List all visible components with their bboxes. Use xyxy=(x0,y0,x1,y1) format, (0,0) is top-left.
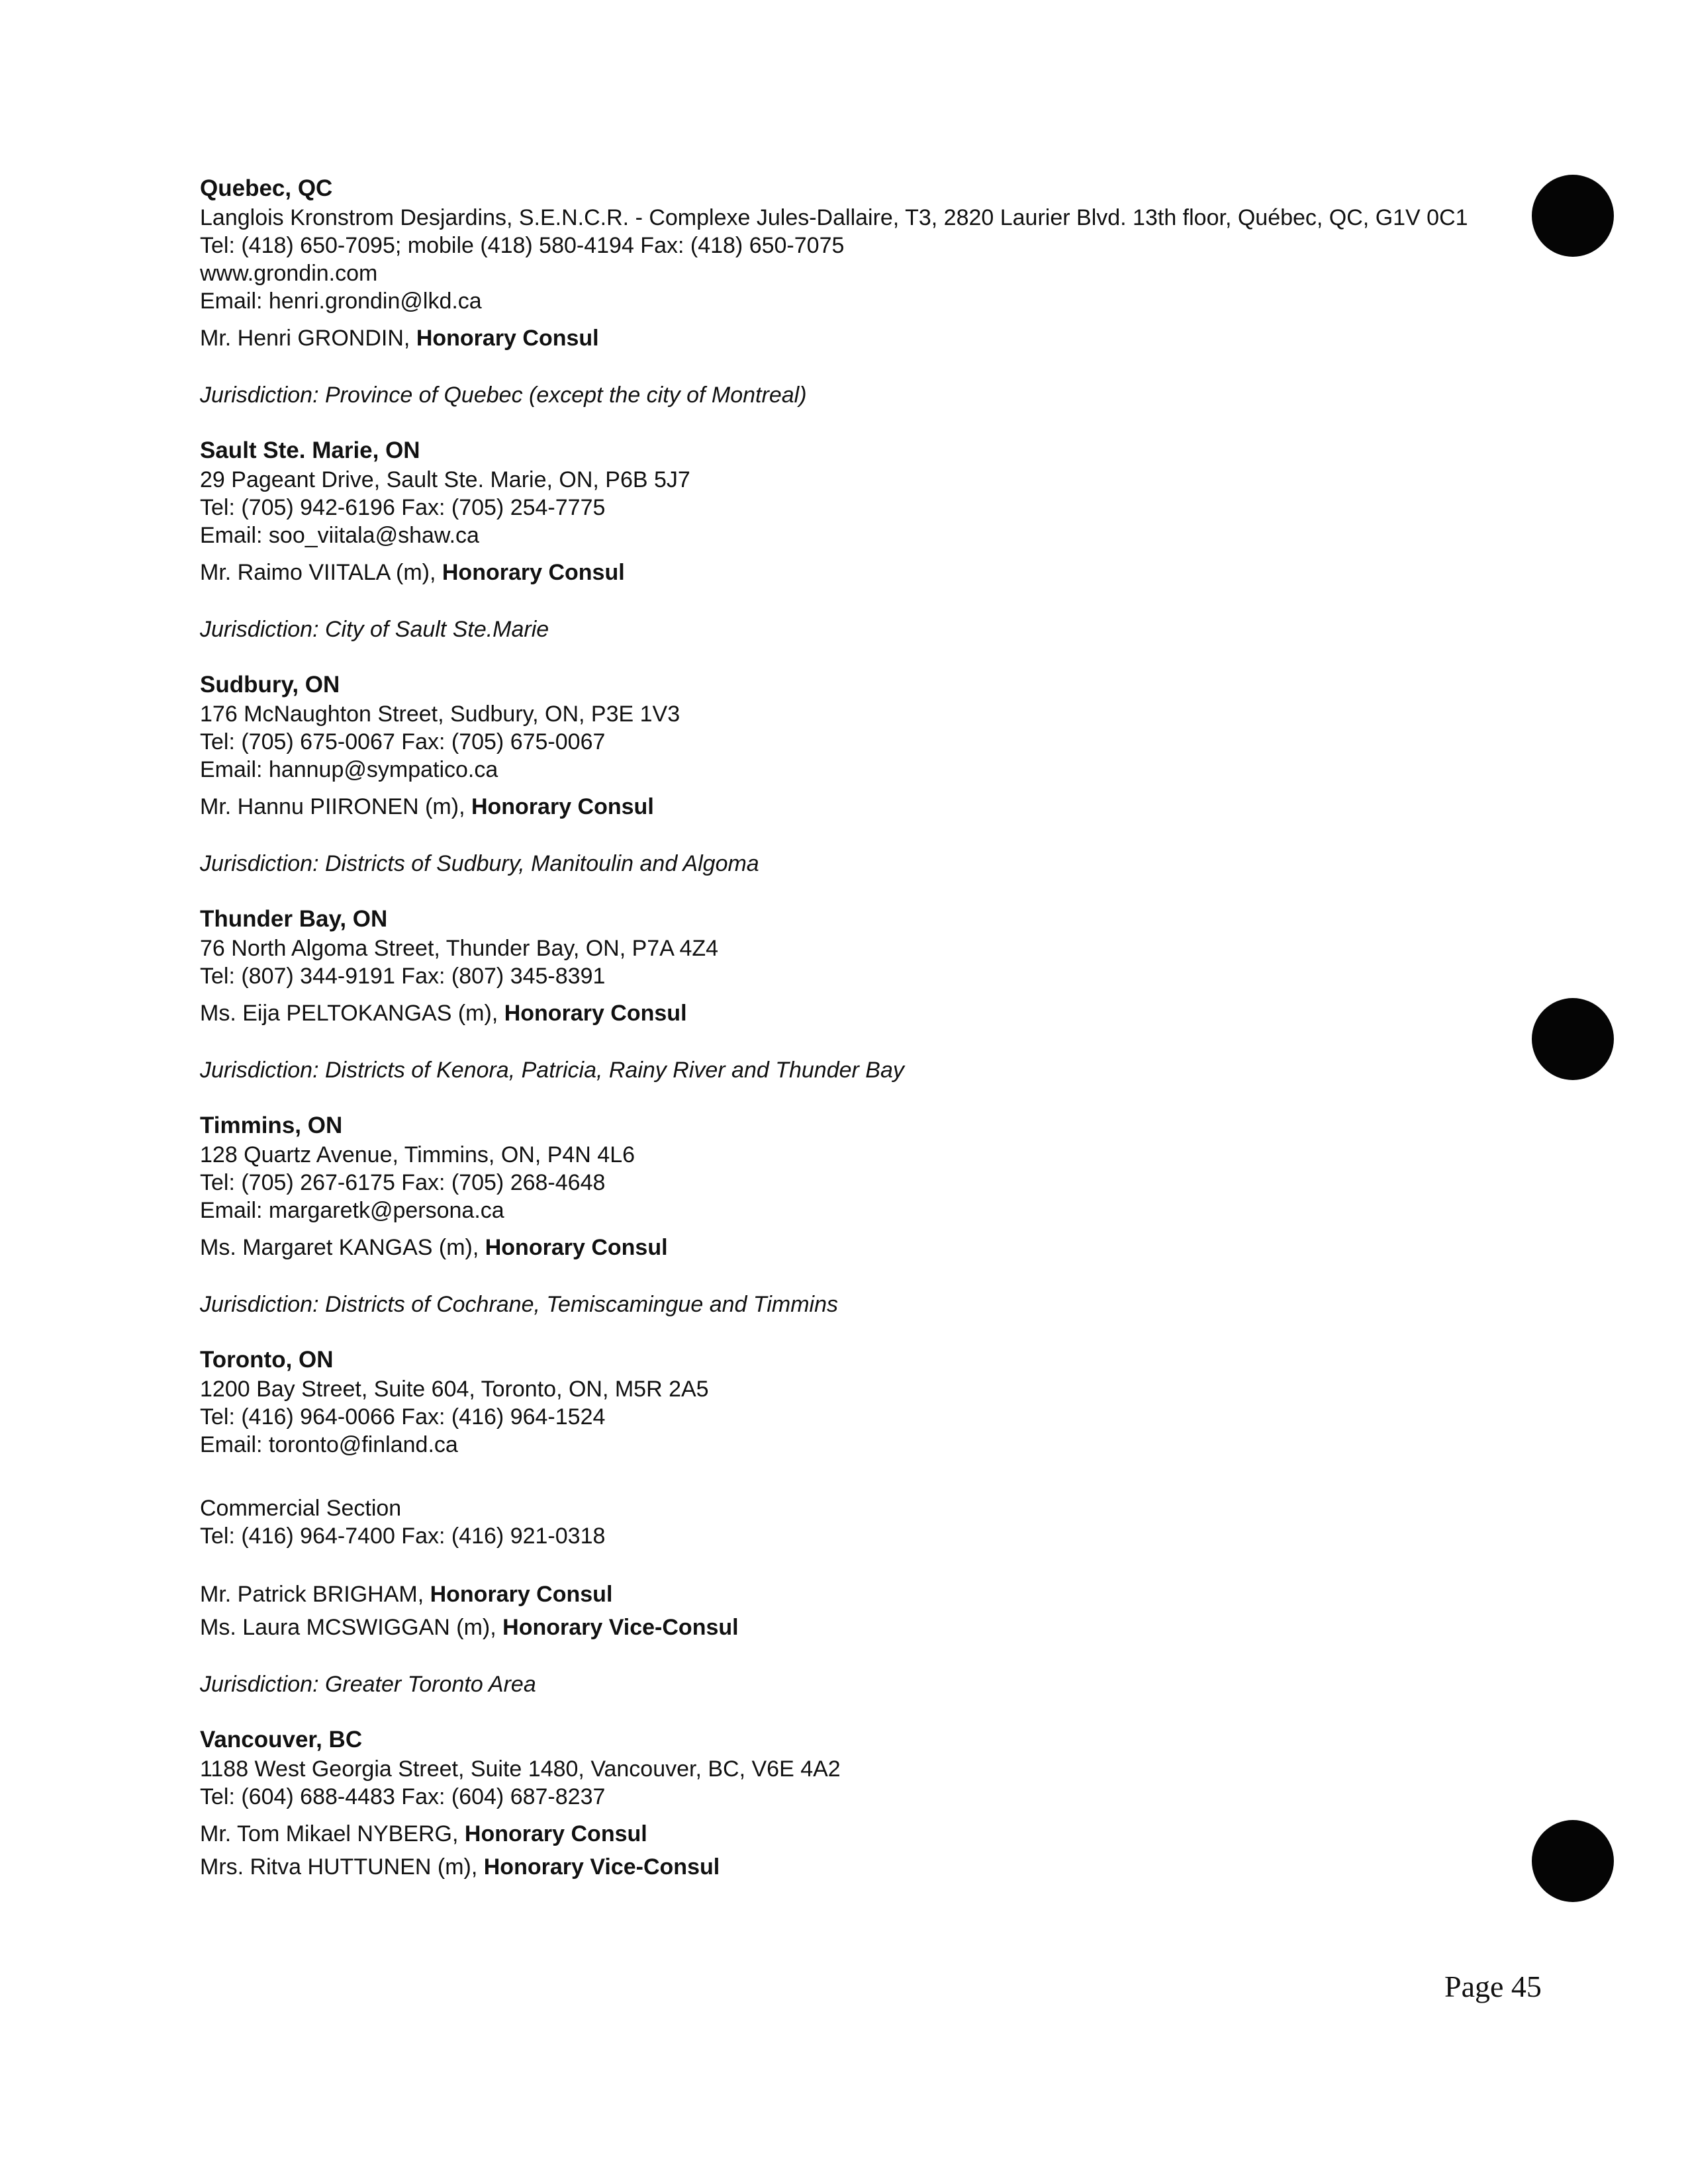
jurisdiction-line: Jurisdiction: Districts of Sudbury, Manitoulin and Algoma xyxy=(200,851,759,876)
city-heading: Quebec, QC xyxy=(200,175,333,201)
jurisdiction-line: Jurisdiction: Districts of Kenora, Patricia, Rainy River and Thunder Bay xyxy=(200,1058,904,1083)
consul-line xyxy=(200,1231,1511,1264)
consulate-entry-quebec xyxy=(200,173,1511,409)
jurisdiction-line: Jurisdiction: Greater Toronto Area xyxy=(200,1672,536,1697)
website-line: www.grondin.com xyxy=(200,261,378,286)
phone-line: Tel: (416) 964-0066 Fax: (416) 964-1524 xyxy=(200,1404,606,1430)
email-line: Email: hannup@sympatico.ca xyxy=(200,757,498,782)
consul-name: Mr. Tom Mikael NYBERG, xyxy=(200,1821,465,1846)
consulate-entry-sault-ste-marie xyxy=(200,435,1511,643)
page-number: Page 45 xyxy=(1444,1970,1542,2003)
consulate-list xyxy=(200,173,1511,1910)
consul-role: Honorary Consul xyxy=(416,326,599,351)
consulate-entry-timmins xyxy=(200,1111,1511,1318)
address-line: 1200 Bay Street, Suite 604, Toronto, ON, M5R 2A5 xyxy=(200,1377,709,1402)
consul-line xyxy=(200,1817,1511,1850)
consulate-entry-sudbury xyxy=(200,670,1511,878)
vice-consul-role: Honorary Vice-Consul xyxy=(502,1615,739,1640)
phone-line: Tel: (705) 675-0067 Fax: (705) 675-0067 xyxy=(200,729,606,754)
phone-line: Tel: (807) 344-9191 Fax: (807) 345-8391 xyxy=(200,964,606,989)
consul-role: Honorary Consul xyxy=(464,1821,647,1846)
phone-line: Tel: (705) 942-6196 Fax: (705) 254-7775 xyxy=(200,495,606,520)
consul-role: Honorary Consul xyxy=(471,794,654,819)
consul-name: Ms. Eija PELTOKANGAS (m), xyxy=(200,1001,504,1026)
consul-name: Ms. Margaret KANGAS (m), xyxy=(200,1235,485,1260)
city-heading: Sudbury, ON xyxy=(200,672,340,698)
vice-consul-name: Ms. Laura MCSWIGGAN (m), xyxy=(200,1615,503,1640)
email-line: Email: soo_viitala@shaw.ca xyxy=(200,523,479,548)
city-heading: Sault Ste. Marie, ON xyxy=(200,437,420,463)
consul-role: Honorary Consul xyxy=(504,1001,687,1026)
city-heading: Thunder Bay, ON xyxy=(200,906,388,932)
email-line: Email: margaretk@persona.ca xyxy=(200,1198,504,1223)
consul-name: Mr. Raimo VIITALA (m), xyxy=(200,560,442,585)
address-line: 128 Quartz Avenue, Timmins, ON, P4N 4L6 xyxy=(200,1142,635,1167)
phone-line: Tel: (705) 267-6175 Fax: (705) 268-4648 xyxy=(200,1170,606,1195)
city-heading: Vancouver, BC xyxy=(200,1727,363,1752)
address-line: 176 McNaughton Street, Sudbury, ON, P3E 1V3 xyxy=(200,702,680,727)
address-line: 29 Pageant Drive, Sault Ste. Marie, ON, P6B 5J7 xyxy=(200,467,690,492)
section-spacer xyxy=(200,1459,1511,1494)
vice-consul-name: Mrs. Ritva HUTTUNEN (m), xyxy=(200,1854,484,1880)
consul-line xyxy=(200,322,1511,355)
consulate-entry-vancouver xyxy=(200,1725,1511,1884)
address-line: 1188 West Georgia Street, Suite 1480, Vancouver, BC, V6E 4A2 xyxy=(200,1756,841,1782)
commercial-section-title: Commercial Section xyxy=(200,1496,402,1521)
vice-consul-role: Honorary Vice-Consul xyxy=(483,1854,720,1880)
vice-consul-line xyxy=(200,1850,1511,1884)
address-line: 76 North Algoma Street, Thunder Bay, ON, P7A 4Z4 xyxy=(200,936,719,961)
email-line: Email: henri.grondin@lkd.ca xyxy=(200,289,482,314)
jurisdiction-line: Jurisdiction: Province of Quebec (except the city of Montreal) xyxy=(200,383,807,408)
section-spacer xyxy=(200,1550,1511,1578)
consulate-entry-toronto xyxy=(200,1345,1511,1698)
phone-line: Tel: (604) 688-4483 Fax: (604) 687-8237 xyxy=(200,1784,606,1809)
consul-role: Honorary Consul xyxy=(485,1235,668,1260)
binder-hole-bottom xyxy=(1532,1820,1614,1902)
consul-role: Honorary Consul xyxy=(430,1582,613,1607)
consul-line xyxy=(200,556,1511,589)
consul-line xyxy=(200,997,1511,1030)
consul-line xyxy=(200,1578,1511,1611)
consulate-entry-thunder-bay xyxy=(200,904,1511,1084)
consul-name: Mr. Henri GRONDIN, xyxy=(200,326,416,351)
consul-line xyxy=(200,790,1511,823)
binder-hole-top xyxy=(1532,175,1614,257)
city-heading: Timmins, ON xyxy=(200,1113,343,1138)
consul-role: Honorary Consul xyxy=(442,560,625,585)
jurisdiction-line: Jurisdiction: City of Sault Ste.Marie xyxy=(200,617,549,642)
email-line: Email: toronto@finland.ca xyxy=(200,1432,458,1457)
city-heading: Toronto, ON xyxy=(200,1347,334,1373)
phone-line: Tel: (418) 650-7095; mobile (418) 580-4194 Fax: (418) 650-7075 xyxy=(200,233,845,258)
consul-name: Mr. Patrick BRIGHAM, xyxy=(200,1582,430,1607)
binder-hole-middle xyxy=(1532,998,1614,1080)
consul-name: Mr. Hannu PIIRONEN (m), xyxy=(200,794,471,819)
address-line: Langlois Kronstrom Desjardins, S.E.N.C.R. - Complexe Jules-Dallaire, T3, 2820 Laurier Blvd. 13th floor, Québec, QC, G1V 0C1 xyxy=(200,205,1468,230)
vice-consul-line xyxy=(200,1611,1511,1644)
jurisdiction-line: Jurisdiction: Districts of Cochrane, Temiscamingue and Timmins xyxy=(200,1292,839,1317)
commercial-phone-line: Tel: (416) 964-7400 Fax: (416) 921-0318 xyxy=(200,1524,606,1549)
